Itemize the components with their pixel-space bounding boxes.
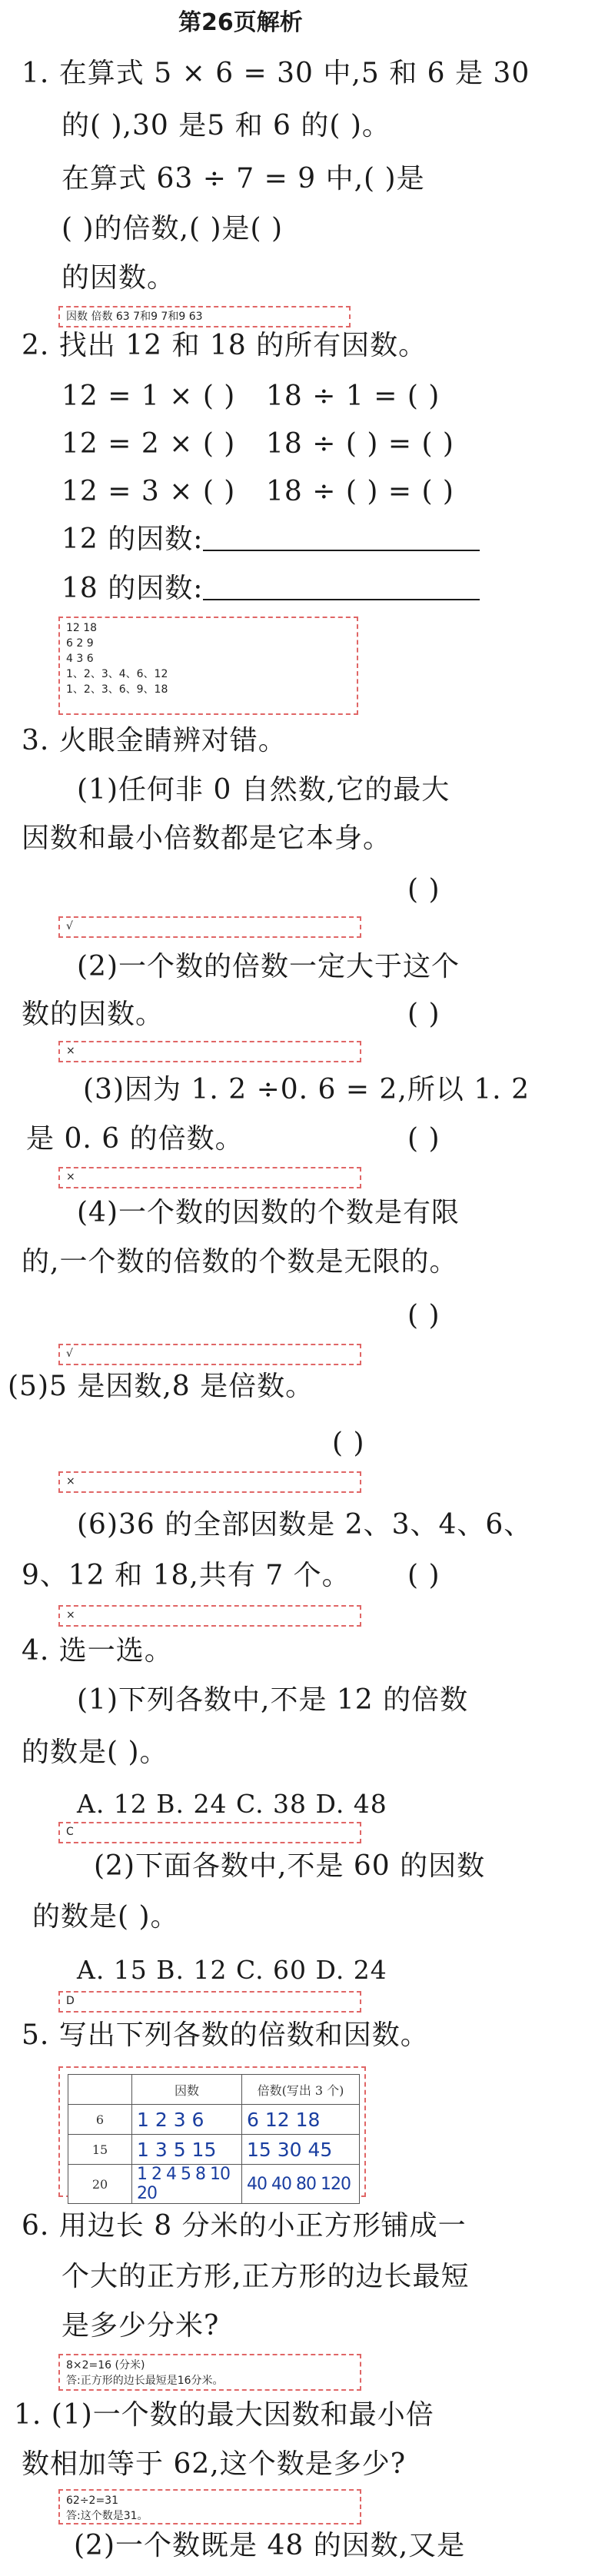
- page-title: 第26页解析: [178, 9, 303, 36]
- answer-line: [203, 527, 480, 551]
- q3-statement: (1)任何非 0 自然数,它的最大: [77, 774, 450, 806]
- label: 12 的因数:: [62, 524, 204, 555]
- row-multiples: 15 30 45: [242, 2135, 360, 2165]
- table-row: [68, 2165, 360, 2204]
- q4-prompt: 的数是( )。: [32, 1901, 179, 1933]
- q4-prompt: 的数是( )。: [22, 1737, 168, 1768]
- q4-options: A. 12 B. 24 C. 38 D. 48: [77, 1789, 387, 1819]
- answer-text: ×: [66, 1609, 75, 1621]
- q2-row-left: 12 = 2 × ( ): [62, 428, 236, 460]
- answer-text: D: [66, 1995, 75, 2007]
- q6-line: 6. 用边长 8 分米的小正方形铺成一: [22, 2210, 467, 2242]
- q1-line: 的( ),30 是5 和 6 的( )。: [62, 110, 391, 141]
- q4-answer-box: [58, 1991, 361, 2013]
- answer-text: 62÷2=31: [66, 2495, 118, 2507]
- q3-statement: 数的因数。: [22, 999, 165, 1030]
- q2-factor18: [62, 575, 480, 603]
- q2-row-left: 12 = 1 × ( ): [62, 381, 236, 412]
- q2-row-right: 18 ÷ ( ) = ( ): [266, 428, 454, 460]
- q1-line: 的因数。: [62, 262, 176, 294]
- table-row: [68, 2135, 360, 2165]
- table-row: [68, 2105, 360, 2135]
- row-multiples: 6 12 18: [242, 2105, 360, 2135]
- q6-line: 个大的正方形,正方形的边长最短: [62, 2261, 470, 2292]
- q3-statement: (2)一个数的倍数一定大于这个: [77, 951, 460, 982]
- q2-row-right: 18 ÷ 1 = ( ): [266, 381, 440, 412]
- q3-paren: ( ): [332, 1428, 365, 1459]
- answer-line: [203, 576, 480, 600]
- q3-paren: ( ): [407, 1300, 440, 1331]
- q3-answer-box: [58, 1605, 361, 1627]
- row-number: 20: [68, 2165, 132, 2204]
- answer-text: √: [66, 1348, 73, 1360]
- answer-text: 6 2 9: [66, 637, 94, 650]
- answer-text: 12 18: [66, 622, 98, 634]
- q2-factor12: [62, 526, 480, 553]
- q7-prompt: (2)一个数既是 48 的因数,又是: [74, 2530, 466, 2561]
- row-number: 15: [68, 2135, 132, 2165]
- q1-line: 1. 在算式 5 × 6 = 30 中,5 和 6 是 30: [22, 58, 530, 89]
- col-header-factors: 因数: [132, 2075, 242, 2105]
- q5-heading: 5. 写出下列各数的倍数和因数。: [22, 2019, 429, 2051]
- q1-answer-box: [58, 306, 351, 327]
- q3-statement: (6)36 的全部因数是 2、3、4、6、: [77, 1509, 533, 1541]
- factor-multiple-table: [68, 2074, 360, 2204]
- row-factors: 1 2 4 5 8 10 20: [132, 2165, 242, 2204]
- q4-answer-box: [58, 1822, 361, 1843]
- q3-answer-box: [58, 1471, 361, 1493]
- q3-answer-box: [58, 1344, 361, 1365]
- q7-answer-box: [58, 2489, 361, 2524]
- q3-statement: (4)一个数的因数的个数是有限: [77, 1197, 460, 1228]
- row-multiples: 40 40 80 120: [242, 2165, 360, 2204]
- q3-statement: 的,一个数的倍数的个数是无限的。: [22, 1246, 458, 1278]
- q2-heading: 2. 找出 12 和 18 的所有因数。: [22, 330, 427, 361]
- answer-text: 答:这个数是31。: [66, 2510, 148, 2522]
- table-header-row: [68, 2075, 360, 2105]
- q4-heading: 4. 选一选。: [22, 1635, 173, 1667]
- row-number: 6: [68, 2105, 132, 2135]
- col-header-multiples: 倍数(写出 3 个): [242, 2075, 360, 2105]
- q3-statement: (3)因为 1. 2 ÷0. 6 = 2,所以 1. 2: [83, 1074, 530, 1105]
- answer-text: 8×2=16 (分米): [66, 2359, 145, 2372]
- answer-text: 1、2、3、4、6、12: [66, 668, 168, 680]
- answer-text: C: [66, 1826, 74, 1838]
- q3-statement: 是 0. 6 的倍数。: [26, 1123, 244, 1155]
- q3-answer-box: [58, 1041, 361, 1062]
- q3-heading: 3. 火眼金睛辨对错。: [22, 725, 287, 756]
- q1-line: ( )的倍数,( )是( ): [62, 213, 284, 244]
- q2-row-left: 12 = 3 × ( ): [62, 476, 236, 507]
- row-factors: 1 3 5 15: [132, 2135, 242, 2165]
- answer-text: 1、2、3、6、9、18: [66, 683, 168, 696]
- q1-line: 在算式 63 ÷ 7 = 9 中,( )是: [62, 163, 425, 194]
- q3-statement: 因数和最小倍数都是它本身。: [22, 823, 392, 854]
- q3-paren: ( ): [407, 999, 440, 1030]
- q7-prompt: 数相加等于 62,这个数是多少?: [22, 2448, 406, 2480]
- q3-statement: (5)5 是因数,8 是倍数。: [8, 1371, 314, 1402]
- q3-answer-box: [58, 916, 361, 938]
- q3-paren: ( ): [407, 1560, 440, 1591]
- q7-prompt: 1. (1)一个数的最大因数和最小倍: [14, 2399, 434, 2431]
- q3-paren: ( ): [407, 874, 440, 906]
- answer-text: √: [66, 920, 73, 932]
- q4-prompt: (1)下列各数中,不是 12 的倍数: [77, 1684, 469, 1716]
- q3-statement: 9、12 和 18,共有 7 个。: [22, 1560, 351, 1591]
- q6-line: 是多少分米?: [62, 2310, 220, 2342]
- q2-answer-box: [58, 617, 358, 715]
- row-factors: 1 2 3 6: [132, 2105, 242, 2135]
- answer-text: ×: [66, 1045, 75, 1057]
- q4-prompt: (2)下面各数中,不是 60 的因数: [94, 1850, 486, 1882]
- q4-options: A. 15 B. 12 C. 60 D. 24: [77, 1955, 387, 1985]
- q2-row-right: 18 ÷ ( ) = ( ): [266, 476, 454, 507]
- q3-answer-box: [58, 1167, 361, 1188]
- label: 18 的因数:: [62, 573, 204, 604]
- answer-text: 4 3 6: [66, 653, 94, 665]
- answer-text: 因数 倍数 63 7和9 7和9 63: [66, 311, 203, 323]
- answer-text: ×: [66, 1475, 75, 1487]
- q3-paren: ( ): [407, 1123, 440, 1155]
- answer-text: ×: [66, 1171, 75, 1183]
- q6-answer-box: [58, 2354, 361, 2391]
- answer-text: 答:正方形的边长最短是16分米。: [66, 2375, 224, 2387]
- table-corner: [68, 2075, 132, 2105]
